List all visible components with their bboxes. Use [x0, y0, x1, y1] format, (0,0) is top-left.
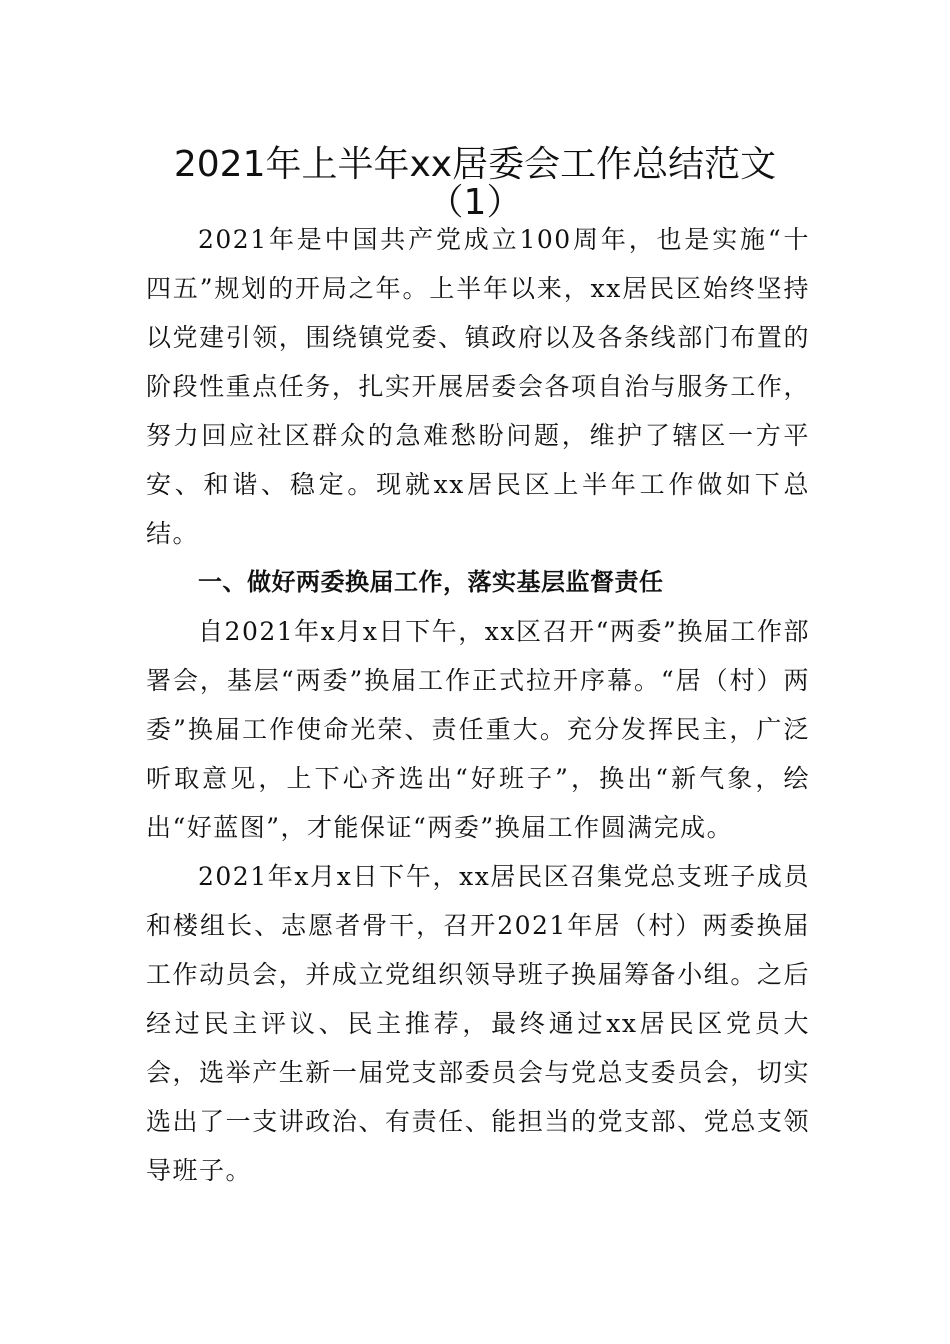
paragraph-section1-b: 2021年x月x日下午，xx居民区召集党总支班子成员和楼组长、志愿者骨干，召开2021年居（村）两委换届工作动员会，并成立党组织领导班子换届筹备小组。之后经过民主评议、民主推荐，最终通过xx居民区党员大会，选举产生新一届党支部委员会与党总支委员会，切实选出了一支讲政治、有责任、能担当的党支部、党总支领导班子。 — [146, 862, 810, 1185]
title-line-1: 2021年上半年xx居委会工作总结范文 — [173, 144, 777, 185]
document-body — [146, 215, 810, 1195]
paragraph-section1-a: 自2021年x月x日下午，xx区召开“两委”换届工作部署会，基层“两委”换届工作正式拉开序幕。“居（村）两委”换届工作使命光荣、责任重大。充分发挥民主，广泛听取意见，上下心齐选出“好班子”，换出“新气象，绘出“好蓝图”，才能保证“两委”换届工作圆满完成。 — [146, 617, 810, 842]
document-title — [120, 146, 830, 222]
section-heading-1: 一、做好两委换届工作，落实基层监督责任 — [198, 568, 664, 596]
paragraph-intro: 2021年是中国共产党成立100周年，也是实施“十四五”规划的开局之年。上半年以来，xx居民区始终坚持以党建引领，围绕镇党委、镇政府以及各条线部门布置的阶段性重点任务，扎实开展居委会各项自治与服务工作，努力回应社区群众的急难愁盼问题，维护了辖区一方平安、和谐、稳定。现就xx居民区上半年工作做如下总结。 — [146, 225, 810, 548]
title-line-2: （1） — [427, 182, 523, 223]
